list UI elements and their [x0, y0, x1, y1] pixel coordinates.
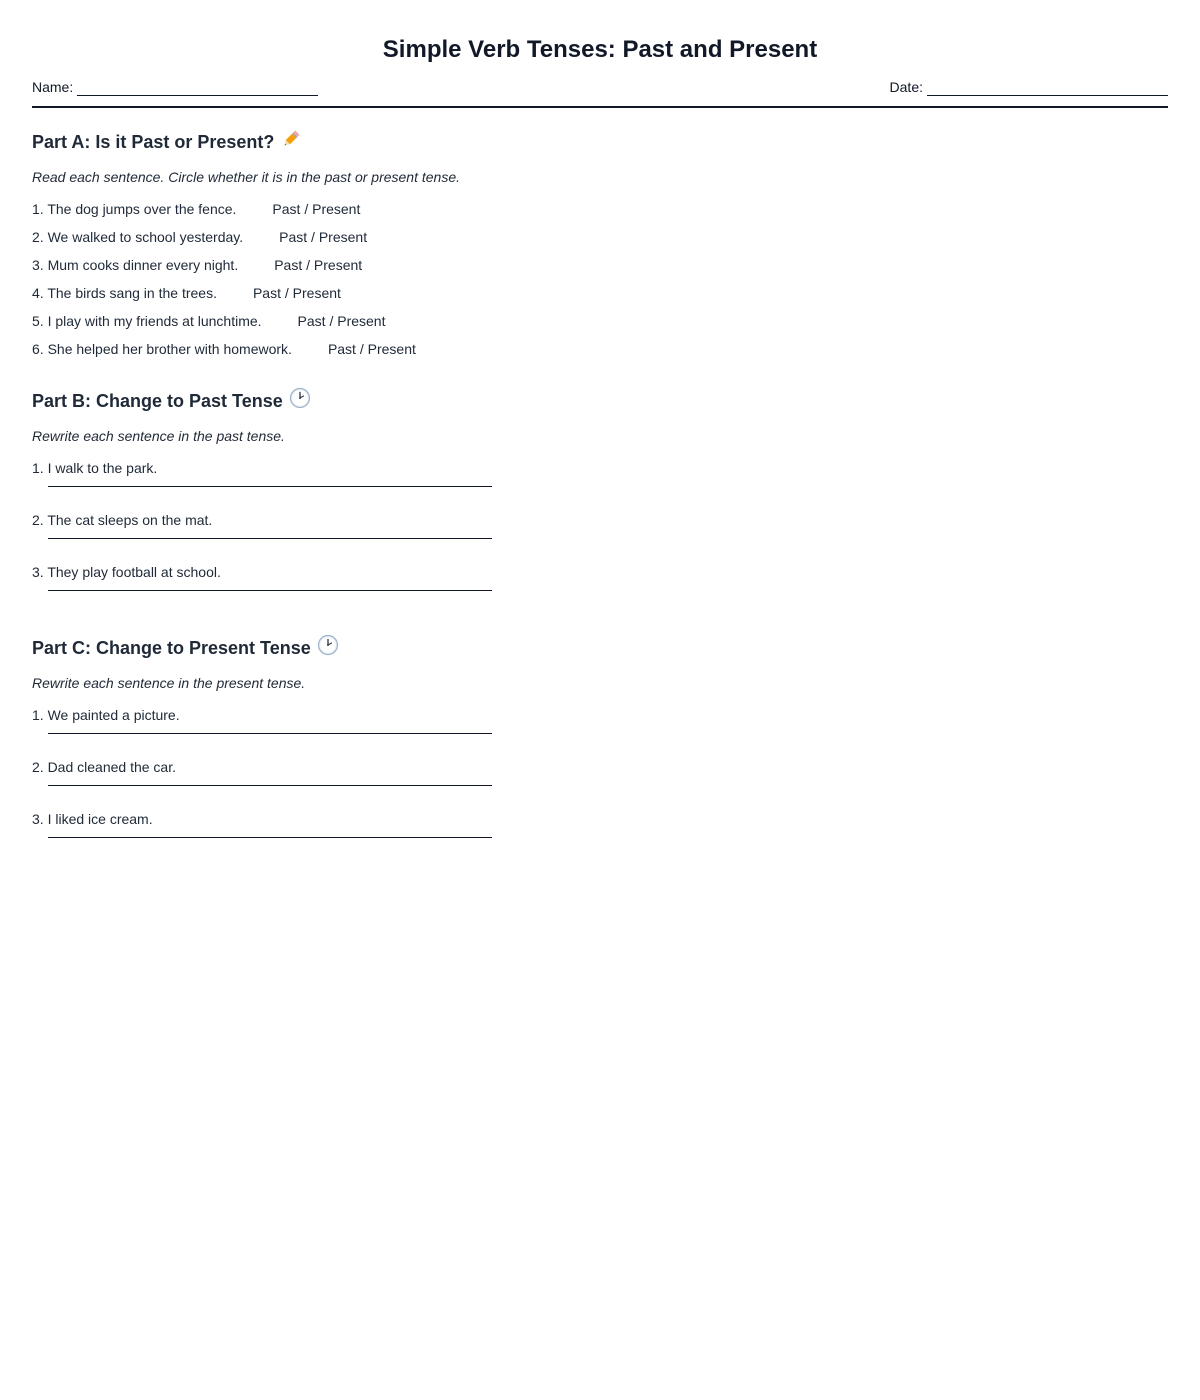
sentence: 3. They play football at school. — [32, 564, 221, 580]
pencil-icon — [280, 128, 302, 155]
answer-line[interactable] — [48, 582, 492, 591]
sentence: 2. The cat sleeps on the mat. — [32, 512, 213, 528]
list-item — [32, 757, 1168, 809]
page-title: Simple Verb Tenses: Past and Present — [382, 36, 818, 63]
past-present-choice[interactable]: Past / Present — [297, 313, 386, 329]
part-b-instructions: Rewrite each sentence in the past tense. — [32, 428, 285, 444]
list-item — [32, 562, 1168, 614]
part-c-list — [32, 705, 1168, 861]
part-a-heading-text: Part A: Is it Past or Present? — [32, 131, 275, 152]
list-item — [32, 311, 1168, 339]
sentence: 3. Mum cooks dinner every night. — [32, 257, 239, 273]
list-item — [32, 199, 1168, 227]
part-a-list — [32, 199, 1168, 367]
sentence: 1. We painted a picture. — [32, 707, 180, 723]
part-a-instructions: Read each sentence. Circle whether it is in the past or present tense. — [32, 169, 461, 185]
past-present-choice[interactable]: Past / Present — [252, 285, 341, 301]
answer-line[interactable] — [48, 829, 492, 838]
sentence: 3. I liked ice cream. — [32, 811, 153, 827]
list-item — [32, 227, 1168, 255]
part-b-heading-text: Part B: Change to Past Tense — [32, 390, 283, 411]
part-b-heading — [32, 387, 1168, 414]
past-present-choice[interactable]: Past / Present — [279, 229, 368, 245]
list-item — [32, 809, 1168, 861]
date-label: Date: — [889, 79, 923, 95]
answer-line[interactable] — [48, 777, 492, 786]
sentence: 6. She helped her brother with homework. — [32, 341, 292, 357]
header-fields — [32, 78, 1168, 108]
date-blank-line[interactable] — [927, 81, 1168, 96]
part-a-heading — [32, 128, 1168, 155]
answer-line[interactable] — [48, 478, 492, 487]
clock-icon — [289, 387, 311, 414]
part-c-heading — [32, 634, 1168, 661]
list-item — [32, 255, 1168, 283]
name-blank-line[interactable] — [77, 81, 318, 96]
answer-line[interactable] — [48, 725, 492, 734]
list-item — [32, 705, 1168, 757]
list-item — [32, 339, 1168, 367]
past-present-choice[interactable]: Past / Present — [274, 257, 363, 273]
sentence: 4. The birds sang in the trees. — [32, 285, 217, 301]
answer-line[interactable] — [48, 530, 492, 539]
sentence: 1. The dog jumps over the fence. — [32, 201, 237, 217]
sentence: 2. Dad cleaned the car. — [32, 759, 176, 775]
sentence: 1. I walk to the park. — [32, 460, 158, 476]
list-item — [32, 283, 1168, 311]
name-field[interactable] — [32, 78, 318, 96]
name-label: Name: — [32, 79, 74, 95]
sentence: 5. I play with my friends at lunchtime. — [32, 313, 262, 329]
clock-icon — [317, 634, 339, 661]
part-c-instructions: Rewrite each sentence in the present tense. — [32, 675, 306, 691]
sentence: 2. We walked to school yesterday. — [32, 229, 244, 245]
past-present-choice[interactable]: Past / Present — [272, 201, 361, 217]
part-b-list — [32, 458, 1168, 614]
list-item — [32, 510, 1168, 562]
past-present-choice[interactable]: Past / Present — [327, 341, 416, 357]
list-item — [32, 458, 1168, 510]
date-field[interactable] — [890, 78, 1168, 96]
part-c-heading-text: Part C: Change to Present Tense — [32, 637, 311, 658]
